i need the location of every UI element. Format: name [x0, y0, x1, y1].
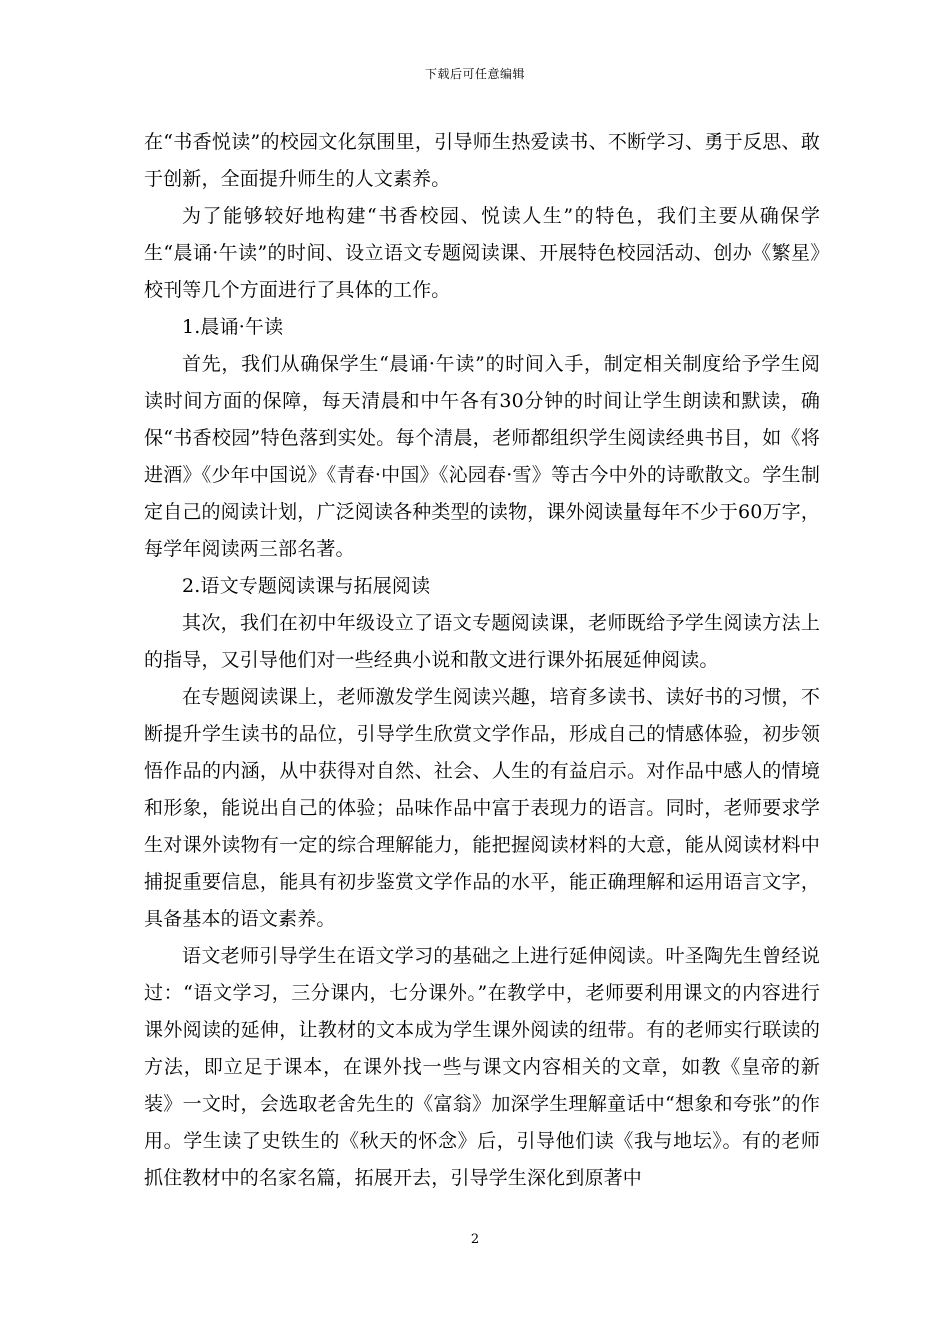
page-number: 2	[470, 1232, 480, 1247]
page-header: 下载后可任意编辑	[424, 67, 525, 81]
section-heading: 2.语文专题阅读课与拓展阅读	[182, 575, 431, 597]
body-paragraph: 在“书香悦读”的校园文化氛围里，引导师生热爱读书、不断学习、勇于反思、敢于创新，全面提升师生的人文素养。	[144, 131, 820, 190]
body-paragraph: 首先，我们从确保学生“晨诵·午读”的时间入手，制定相关制度给予学生阅读时间方面的保障，每天清晨和中午各有30分钟的时间让学生朗读和默读，确保“书香校园”特色落到实处。每个清晨，老师都组织学生阅读经典书目，如《将进酒》《少年中国说》《青春·中国》《沁园春·雪》等古今中外的诗歌散文。学生制定自己的阅读计划，广泛阅读各种类型的读物，课外阅读量每年不少于60万字，每学年阅读两三部名著。	[144, 353, 820, 560]
body-paragraph: 其次，我们在初中年级设立了语文专题阅读课，老师既给予学生阅读方法上的指导，又引导他们对一些经典小说和散文进行课外拓展延伸阅读。	[144, 612, 820, 671]
document-body	[144, 124, 820, 1197]
body-paragraph: 在专题阅读课上，老师激发学生阅读兴趣，培育多读书、读好书的习惯，不断提升学生读书的品位，引导学生欣赏文学作品，形成自己的情感体验，初步领悟作品的内涵，从中获得对自然、社会、人生的有益启示。对作品中感人的情境和形象，能说出自己的体验；品味作品中富于表现力的语言。同时，老师要求学生对课外读物有一定的综合理解能力，能把握阅读材料的大意，能从阅读材料中捕捉重要信息，能具有初步鉴赏文学作品的水平，能正确理解和运用语言文字，具备基本的语文素养。	[144, 686, 820, 930]
body-paragraph: 为了能够较好地构建“书香校园、悦读人生”的特色，我们主要从确保学生“晨诵·午读”的时间、设立语文专题阅读课、开展特色校园活动、创办《繁星》校刊等几个方面进行了具体的工作。	[144, 205, 820, 301]
section-heading: 1.晨诵·午读	[182, 316, 284, 338]
body-paragraph: 语文老师引导学生在语文学习的基础之上进行延伸阅读。叶圣陶先生曾经说过：“语文学习，三分课内，七分课外。”在教学中，老师要利用课文的内容进行课外阅读的延伸，让教材的文本成为学生课外阅读的纽带。有的老师实行联读的方法，即立足于课本，在课外找一些与课文内容相关的文章，如教《皇帝的新装》一文时，会选取老舍先生的《富翁》加深学生理解童话中“想象和夸张”的作用。学生读了史铁生的《秋天的怀念》后，引导他们读《我与地坛》。有的老师抓住教材中的名家名篇，拓展开去，引导学生深化到原著中	[144, 945, 820, 1189]
